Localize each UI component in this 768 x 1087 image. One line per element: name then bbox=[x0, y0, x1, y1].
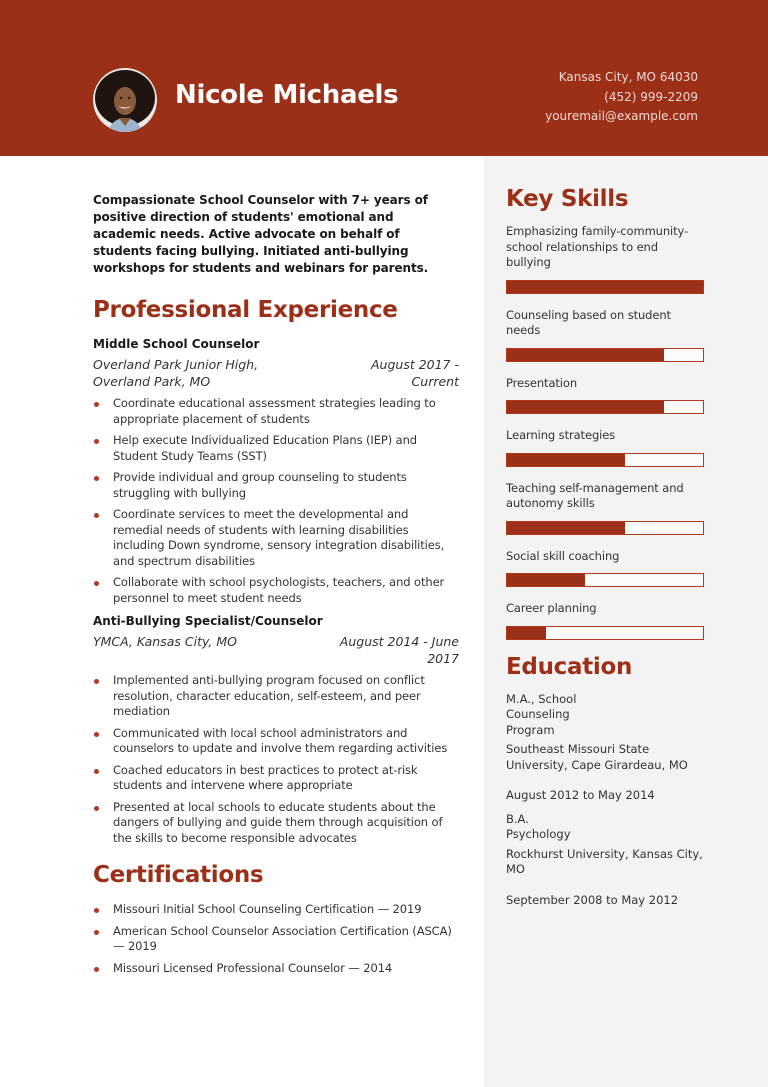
skill-bar bbox=[506, 280, 704, 294]
skill-item bbox=[506, 481, 706, 535]
job-dates: August 2017 - Current bbox=[370, 357, 459, 389]
job-organization: YMCA, Kansas City, MO bbox=[93, 634, 237, 649]
education-item bbox=[506, 692, 706, 804]
bullet-item: Help execute Individualized Education Plans (IEP) and Student Study Teams (SST) bbox=[93, 433, 459, 464]
education-title: Education bbox=[506, 653, 633, 680]
skill-label: Presentation bbox=[506, 375, 578, 390]
job-entry bbox=[93, 337, 459, 606]
skill-label: Teaching self-management and autonomy skills bbox=[506, 480, 684, 510]
education-dates: September 2008 to May 2012 bbox=[506, 892, 679, 907]
skill-fill bbox=[507, 401, 664, 413]
skill-fill bbox=[507, 281, 703, 293]
job-title: Anti-Bullying Specialist/Counselor bbox=[93, 614, 323, 628]
education-item bbox=[506, 812, 706, 909]
bullet-item: Implemented anti-bullying program focused on conflict resolution, character education, self-esteem, and peer mediation bbox=[93, 673, 459, 720]
job-bullets bbox=[93, 673, 459, 846]
skill-bar bbox=[506, 400, 704, 414]
bullet-item: Coordinate educational assessment strategies leading to appropriate placement of students bbox=[93, 396, 459, 427]
profile-photo-icon bbox=[93, 68, 157, 132]
skill-bar bbox=[506, 453, 704, 467]
sidebar bbox=[484, 156, 768, 1087]
job-entry bbox=[93, 614, 459, 846]
education-dates: August 2012 to May 2014 bbox=[506, 788, 655, 802]
job-bullets bbox=[93, 396, 459, 606]
job-title: Middle School Counselor bbox=[93, 337, 260, 351]
skill-label: Social skill coaching bbox=[506, 548, 620, 563]
skill-item bbox=[506, 224, 706, 294]
skill-bar bbox=[506, 573, 704, 587]
skill-fill bbox=[507, 349, 664, 361]
certification-item: Missouri Licensed Professional Counselor — 2014 bbox=[93, 961, 459, 977]
skill-item bbox=[506, 376, 706, 415]
certification-item: Missouri Initial School Counseling Certification — 2019 bbox=[93, 902, 459, 918]
skill-item bbox=[506, 549, 706, 588]
contact-email[interactable]: youremail@example.com bbox=[545, 109, 698, 123]
education-school: Rockhurst University, Kansas City, MO bbox=[506, 846, 703, 876]
education-degree: B.A. Psychology bbox=[506, 811, 571, 841]
bullet-item: Provide individual and group counseling to students struggling with bullying bbox=[93, 470, 459, 501]
skill-label: Learning strategies bbox=[506, 428, 616, 442]
skill-bar bbox=[506, 521, 704, 535]
contact-phone: (452) 999-2209 bbox=[604, 89, 698, 104]
education-list bbox=[506, 692, 706, 909]
skill-fill bbox=[507, 454, 625, 466]
education-degree: M.A., School Counseling Program bbox=[506, 691, 577, 737]
avatar bbox=[93, 68, 157, 132]
skill-fill bbox=[507, 574, 585, 586]
skill-bar bbox=[506, 348, 704, 362]
contact-info bbox=[545, 68, 698, 127]
skill-item bbox=[506, 428, 706, 467]
experience-title: Professional Experience bbox=[93, 297, 398, 323]
skills-list bbox=[506, 224, 706, 640]
main-column bbox=[93, 192, 459, 982]
experience-list bbox=[93, 337, 459, 846]
education-school: Southeast Missouri State University, Cape Girardeau, MO bbox=[506, 742, 688, 772]
skill-item bbox=[506, 601, 706, 640]
skill-fill bbox=[507, 522, 625, 534]
skills-title: Key Skills bbox=[506, 186, 629, 212]
job-organization: Overland Park Junior High, Overland Park, MO bbox=[93, 357, 259, 389]
skill-fill bbox=[507, 627, 546, 639]
job-dates: August 2014 - June 2017 bbox=[339, 634, 459, 666]
certifications-title: Certifications bbox=[93, 862, 264, 888]
resume-header bbox=[0, 0, 768, 156]
bullet-item: Communicated with local school administrators and counselors to update and involve them regarding activities bbox=[93, 726, 459, 757]
bullet-item: Coached educators in best practices to protect at-risk students and intervene where appropriate bbox=[93, 763, 459, 794]
certification-item: American School Counselor Association Certification (ASCA) — 2019 bbox=[93, 924, 459, 955]
summary: Compassionate School Counselor with 7+ years of positive direction of students' emotional and academic needs. Active advocate on behalf of students facing bullying. Initiated anti-bullying workshops for students and webinars for parents. bbox=[93, 193, 429, 275]
job-meta bbox=[93, 633, 459, 667]
contact-address: Kansas City, MO 64030 bbox=[558, 70, 698, 84]
skill-label: Career planning bbox=[506, 601, 597, 615]
skill-bar bbox=[506, 626, 704, 640]
bullet-item: Coordinate services to meet the developmental and remedial needs of students with learning disabilities including Down syndrome, sensory integration disabilities, and spectrum disabilities bbox=[93, 507, 459, 569]
candidate-name: Nicole Michaels bbox=[175, 80, 399, 110]
certifications-list bbox=[93, 902, 459, 976]
bullet-item: Presented at local schools to educate students about the dangers of bullying and guide them through acquisition of the skills to become responsible advocates bbox=[93, 800, 459, 847]
job-meta bbox=[93, 356, 459, 390]
skill-item bbox=[506, 308, 706, 362]
bullet-item: Collaborate with school psychologists, teachers, and other personnel to meet student needs bbox=[93, 575, 459, 606]
skill-label: Counseling based on student needs bbox=[506, 307, 671, 337]
skill-label: Emphasizing family-community-school relationships to end bullying bbox=[506, 224, 689, 269]
